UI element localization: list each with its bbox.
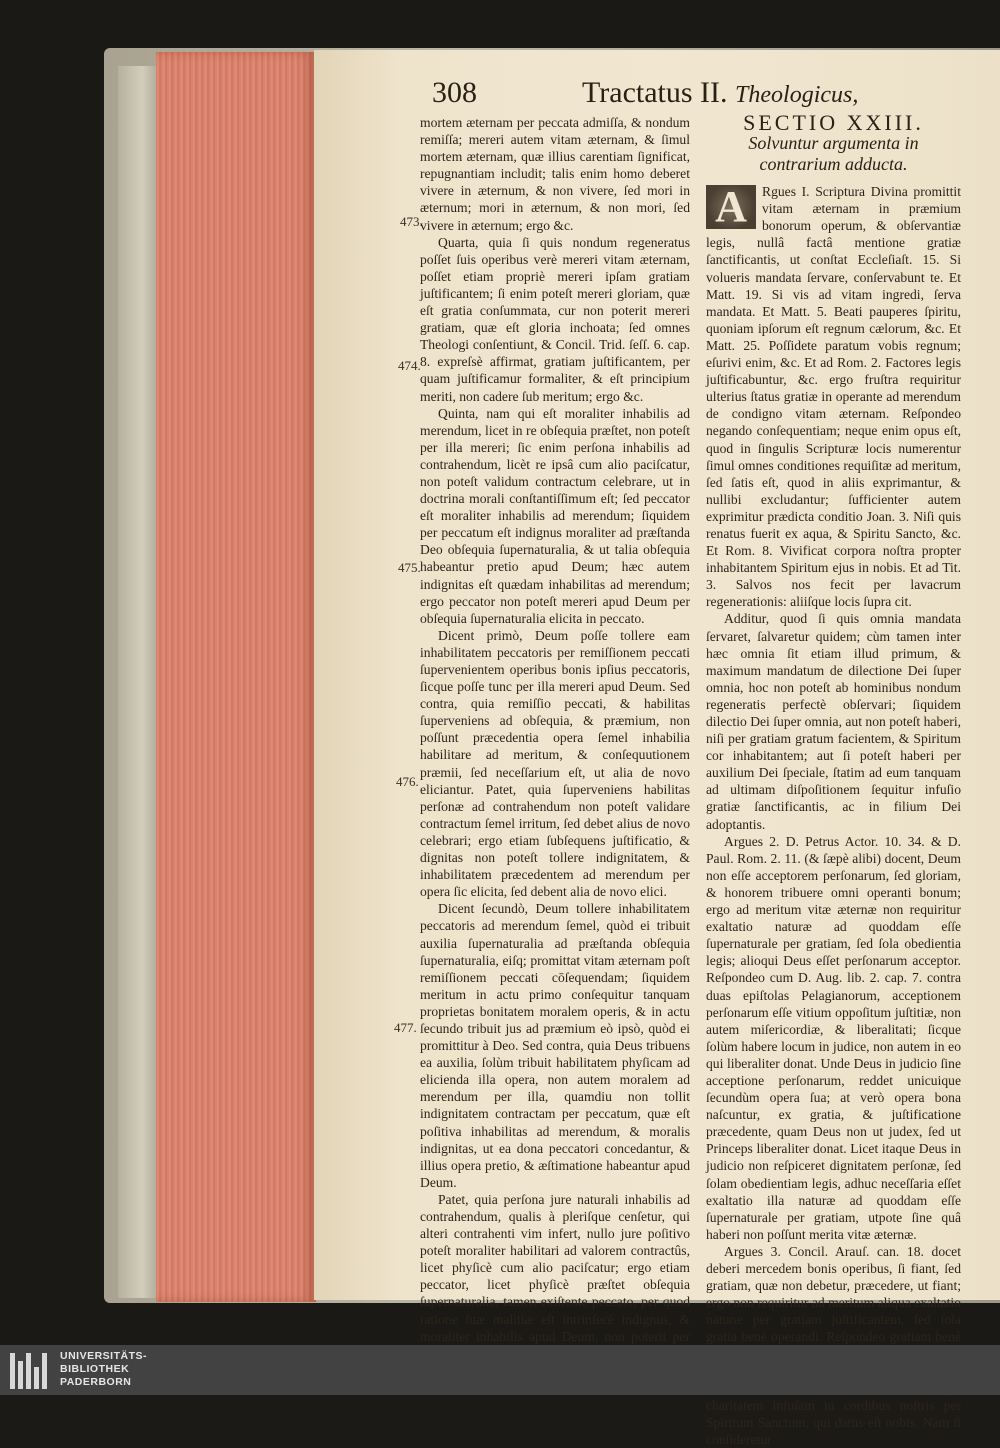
margin-number: 477.: [394, 1020, 417, 1035]
drop-cap: A: [706, 185, 756, 229]
margin-number: 474.: [398, 358, 421, 373]
paragraph: Additur, quod ſi quis omnia mandata ſervaret, ſalvaretur quidem; cùm tamen inter hæc omnia ſit etiam illud primum, & maximum mandatum de dilectione Dei ſuper omnia, hoc non poteſt ab hominibus nondum regeneratis perfectè obſervari; ſiquidem dilectio Dei ſuper omnia, aut non poteſt haberi, niſi per gratiam gratum facientem, & Spiritum cor inhabitantem; aut ſi poteſt haberi per auxilium Dei ſpeciale, ſtatim ad eum tanquam ad ultimam diſpoſitionem ſequitur infuſio gratiæ ſanctificantis, ac in filium Dei adoptantis.: [706, 611, 961, 832]
paragraph: mortem æternam per peccata admiſſa, & nondum remiſſa; mereri autem vitam æternam, & ſimul mortem æternam, quæ illius carentiam ſignificat, repugnantiam includit; talis enim homo deberet vivere in æternum, & non vivere, ſed mori in æternum; mori in æternum, & non mori, ſed vivere in æternum; ergo &c.: [420, 115, 690, 233]
running-title-main: Tractatus II.: [582, 76, 728, 109]
page-fore-edge: [156, 52, 316, 1302]
paragraph: Argues 3. Concil. Arauſ. can. 18. docet deberi mercedem bonis operibus, ſi fiant, ſed gratiam, quæ non debetur, præcedere, ut fiant; ergo non requiritur ad meritum aliqua exaltatio naturæ per gratiam juſtificantem, ſed ſola gratia benè operandi. Reſpondeo gratiam benè charitatem infuſam in cordibus noſtris per Spiritum Sanctum, qui datus eſt nobis. Nam ſi conſideretur: [706, 1243, 961, 1447]
paragraph: [706, 183, 961, 610]
left-column: [420, 114, 690, 1362]
page-number: 308: [432, 76, 477, 109]
paragraph: Quarta, quia ſi quis nondum regeneratus poſſet ſuis operibus verè mereri vitam æternam, poſſet etiam propriè mereri ipſam gratiam juſtificantem; ſi enim poteſt mereri gloriam, quæ eſt gratia conſummata, cur non poterit mereri gratiam, quæ eſt gloria inchoata; ſed omnes Theologi conſentiunt, & Concil. Trid. ſeſſ. 6. cap. 8. expreſsè affirmat, gratiam juſtificantem, per quam juſtificamur formaliter, & eſt principium meriti, non cadere ſub meritum; ergo &c.: [420, 234, 690, 404]
paragraph: Dicent primò, Deum poſſe tollere eam inhabilitatem peccatoris per remiſſionem peccati ſupervenientem operibus bonis ipſius peccatoris, ſicque poſſe tunc per illa mereri apud Deum. Sed contra, quia remiſſio peccati, & habilitas ſuperveniens ad obſequia, & præmium, non poſſunt præcedentia opera ſemel inhabilia habilitare ad meritum, & conſequutionem præmii, ſed neceſſarium eſt, ut alia de novo eliciantur. Patet, quia ſuperveniens habilitas perſonæ ad contrahendum non poteſt validare contractum ſemel irritum, ſed debet alius de novo celebrari; ergo etiam ſubſequens juſtificatio, & dignitas non poteſt tollere indignitatem, & inhabilitatem præcedentem ad merendum per opera ſic elicita, ſed debent alia de novo elici.: [420, 627, 690, 900]
section-subtitle: Solvuntur argumenta in contrarium adducta.: [748, 133, 919, 175]
paragraph: Quinta, nam qui eſt moraliter inhabilis ad merendum, licet in re obſequia præſtet, non poteſt per illa mereri; ſic enim perſona inhabilis ad contrahendum, licèt re ipsâ cum alio paciſcatur, non poteſt validum contractum celebrare, ut in doctrina morali conſtantiſſimum eſt; ſed peccator eſt moraliter inhabilis ad merendum; ſiquidem per peccatum eſt indignus moraliter ad præſtanda Deo obſequia ſupernaturalia, & ut talia obſequia habeantur pretio apud Deum; hæc autem indignitas eſt quædam inhabilitas ad merendum; ergo peccator non poteſt mereri apud Deum per obſequia ſupernaturalia elicita in peccato.: [420, 405, 690, 626]
right-column: [706, 110, 961, 1448]
library-line: PADERBORN: [60, 1376, 132, 1388]
book-spine-edge: [118, 66, 158, 1298]
paragraph: Argues 2. D. Petrus Actor. 10. 34. & D. Paul. Rom. 2. 11. (& ſæpè alibi) docent, Deum non eſſe acceptorem perſonarum, ſed gloriam, & honorem tribuere omni operanti bonum; ergo ad meritum vitæ æternæ non requiritur exaltatio naturæ ad quoddam eſſe ſupernaturale per gratiam, ſed ſola obedientia legis; alioqui Deus eſſet perſonarum acceptor. Reſpondeo cum D. Aug. lib. 2. cap. 7. contra duas epiſtolas Pelagianorum, acceptionem perſonarum eſſe vitium oppoſitum juſtitiæ, non autem miſericordiæ, & liberalitati; ſicque ſolùm habere locum in judice, non autem in eo qui liberaliter donat. Unde Deus in judicio ſine acceptione perſonarum, reddet unicuique ſecundùm opera ſua; at verò opera bona naſcuntur, ex gratia, & juſtificatione præcedente, quam Deus non ut judex, ſed ut Princeps liberaliter donat. Licet itaque Deus in judicio non reſpiceret dignitatem perſonæ, ſed ſolam obedientiam legis, adhuc neceſſaria eſſet exaltatio illa naturæ ad quoddam eſſe ſupernaturale per gratiam, utpote ſine quâ haberi non poſſunt merita vitæ æternæ.: [706, 833, 961, 1242]
running-title-sub: Theologicus,: [735, 82, 859, 108]
library-line: UNIVERSITÄTS-: [60, 1350, 148, 1362]
library-logo-icon: [10, 1353, 50, 1389]
paragraph: Patet, quia perſona jure naturali inhabilis ad contrahendum, qualis à pleriſque cenſetur, qui alteri contrahenti vim infert, nullo jure poſitivo poteſt moraliter habilitari ad valorem contractûs, licet phyſicè cum alio paciſcatur; ergo etiam peccator, licet phyſicè præſtet obſequia ſupernaturalia, tamen exiſtente peccato, per quod ratione ſuæ malitiæ eſt intrinſecè indignus, & moraliter inhabilis apud Deum, non poterit per: [420, 1191, 690, 1344]
library-line: BIBLIOTHEK: [60, 1363, 130, 1375]
library-footer: [0, 1345, 1000, 1395]
paragraph-text: Rgues I. Scriptura Divina promittit vitam æternam in præmium bonorum operum, & obſervantiæ legis, nullâ factâ mentione gratiæ ſanctificantis, ut conſtat Eccleſiaſt. 15. Si volueris mandata ſervare, conſervabunt te. Et Matt. 19. Si vis ad vitam ingredi, ſerva mandata. Et Matt. 5. Beati pauperes ſpiritu, quoniam ipſorum eſt regnum cælorum, &c. Et Matt. 25. Poſſidete paratum vobis regnum; eſurivi enim, &c. Et ad Rom. 2. Factores legis juſtificabuntur, &c. ergo fruſtra requiritur ulterius ſtatus gratiæ in operante ad merendum de condigno vitam æternam. Reſpondeo negando conſequentiam; neque enim opus eſt, quod in ſingulis Scripturæ locis numerentur ſimul omnes conditiones requiſitæ ad meritum, ſed ſatis eſt, quod in aliis exprimantur, & nullibi excludantur; ſufficienter autem exprimitur prædicta conditio Joan. 3. Niſi quis renatus fuerit ex aqua, & Spiritu Sancto, &c. Et Rom. 8. Vivificat corpora noſtra propter inhabitantem Spiritum ejus in nobis. Et ad Tit. 3. Salvos nos fecit per lavacrum regenerationis: aliiſque locis ſupra cit.: [706, 184, 961, 610]
margin-number: 475.: [398, 560, 421, 575]
margin-number: 476.: [396, 774, 419, 789]
running-header: [432, 76, 992, 110]
library-name: [60, 1350, 147, 1389]
section-title: SECTIO XXIII.: [743, 110, 924, 135]
paragraph: Dicent ſecundò, Deum tollere inhabilitatem peccatoris ad merendum ſemel, quòd ei tribuit auxilia ſupernaturalia ad præſtanda obſequia ſupernaturalia, eiſq; promittat vitam æternam poſt remiſſionem peccati cōſequendam; ſiquidem meritum in actu primo conſequitur tanquam proprietas bonitatem moralem operis, & in actu ſecundo tribuit jus ad præmium eò ipsò, quòd ei promittitur à Deo. Sed contra, quia Deus tribuens ea auxilia, ſolùm tribuit habilitatem phyſicam ad elicienda illa opera, non autem moralem ad merendum per illa, quamdiu non tollit indignitatem contractam per peccatum, quæ eſt poſitiva inhabilitas ad merendum, & moralis indignitas, ut ea dona peccatori concedantur, & illius opera pretio, & æſtimatione habeantur apud Deum.: [420, 901, 690, 1190]
margin-number: 473.: [400, 214, 423, 229]
running-title: [582, 76, 858, 110]
